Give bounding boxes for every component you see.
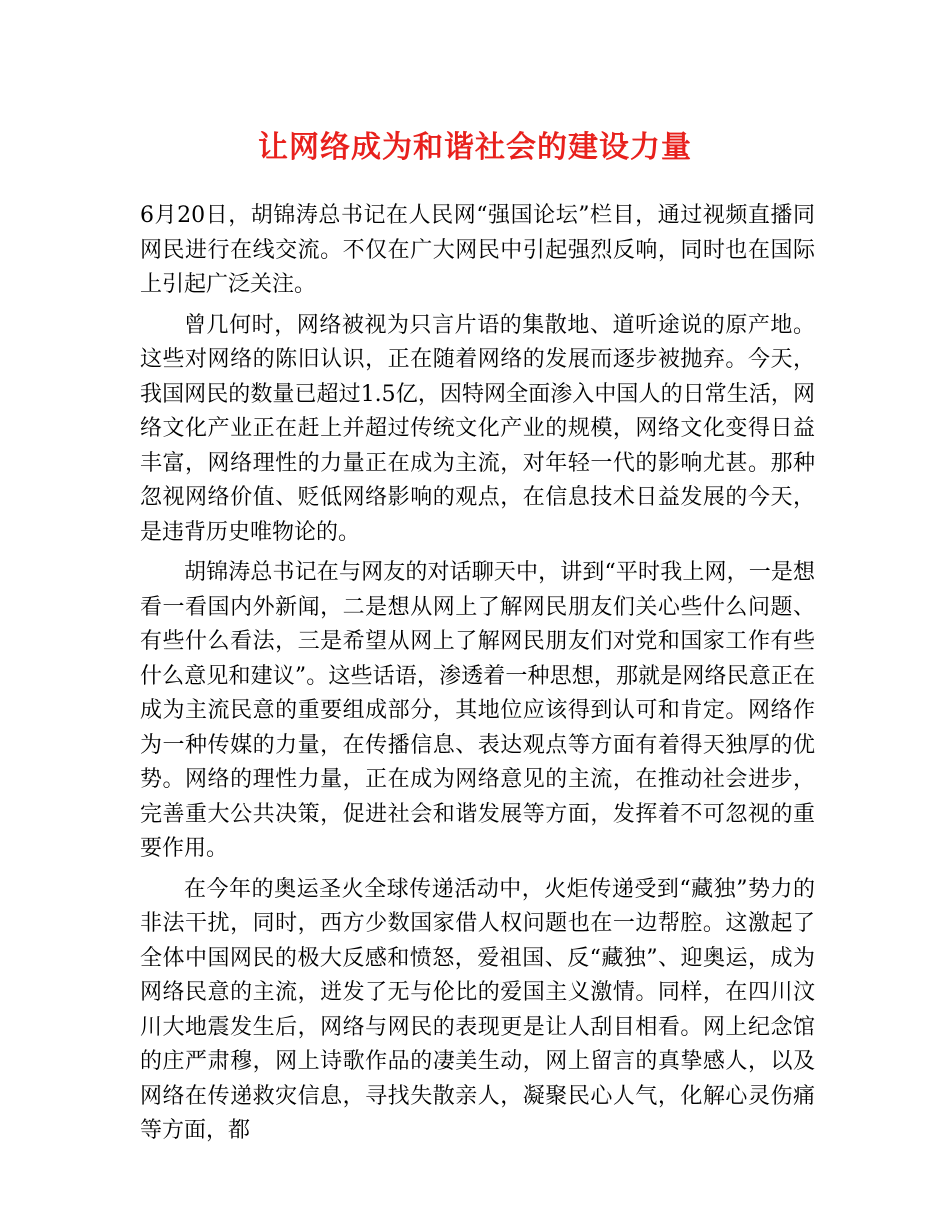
document-body bbox=[140, 199, 815, 1155]
paragraph-2: 曾几何时，网络被视为只言片语的集散地、道听途说的原产地。这些对网络的陈旧认识，正在随着网络的发展而逐步被抛弃。今天，我国网民的数量已超过1.5亿，因特网全面渗入中国人的日常生活，网络文化产业正在赶上并超过传统文化产业的规模，网络文化变得日益丰富，网络理性的力量正在成为主流，对年轻一代的影响尤甚。那种忽视网络价值、贬低网络影响的观点，在信息技术日益发展的今天，是违背历史唯物论的。 bbox=[140, 312, 815, 545]
paragraph-1: 6月20日，胡锦涛总书记在人民网“强国论坛”栏目，通过视频直播同网民进行在线交流。不仅在广大网民中引起强烈反响，同时也在国际上引起广泛关注。 bbox=[140, 203, 815, 297]
paragraph-4: 在今年的奥运圣火全球传递活动中，火炬传递受到“藏独”势力的非法干扰，同时，西方少数国家借人权问题也在一边帮腔。这激起了全体中国网民的极大反感和愤怒，爱祖国、反“藏独”、迎奥运，成为网络民意的主流，迸发了无与伦比的爱国主义激情。同样，在四川汶川大地震发生后，网络与网民的表现更是让人刮目相看。网上纪念馆的庄严肃穆，网上诗歌作品的凄美生动，网上留言的真挚感人，以及网络在传递救灾信息，寻找失散亲人，凝聚民心人气，化解心灵伤痛等方面，都 bbox=[140, 876, 815, 1143]
document-title: 让网络成为和谐社会的建设力量 bbox=[258, 130, 692, 165]
paragraph-3: 胡锦涛总书记在与网友的对话聊天中，讲到“平时我上网，一是想看一看国内外新闻，二是想从网上了解网民朋友们关心些什么问题、有些什么看法，三是希望从网上了解网民朋友们对党和国家工作有些什么意见和建议”。这些话语，渗透着一种思想，那就是网络民意正在成为主流民意的重要组成部分，其地位应该得到认可和肯定。网络作为一种传媒的力量，在传播信息、表达观点等方面有着得天独厚的优势。网络的理性力量，正在成为网络意见的主流，在推动社会进步，完善重大公共决策，促进社会和谐发展等方面，发挥着不可忽视的重要作用。 bbox=[140, 560, 815, 861]
